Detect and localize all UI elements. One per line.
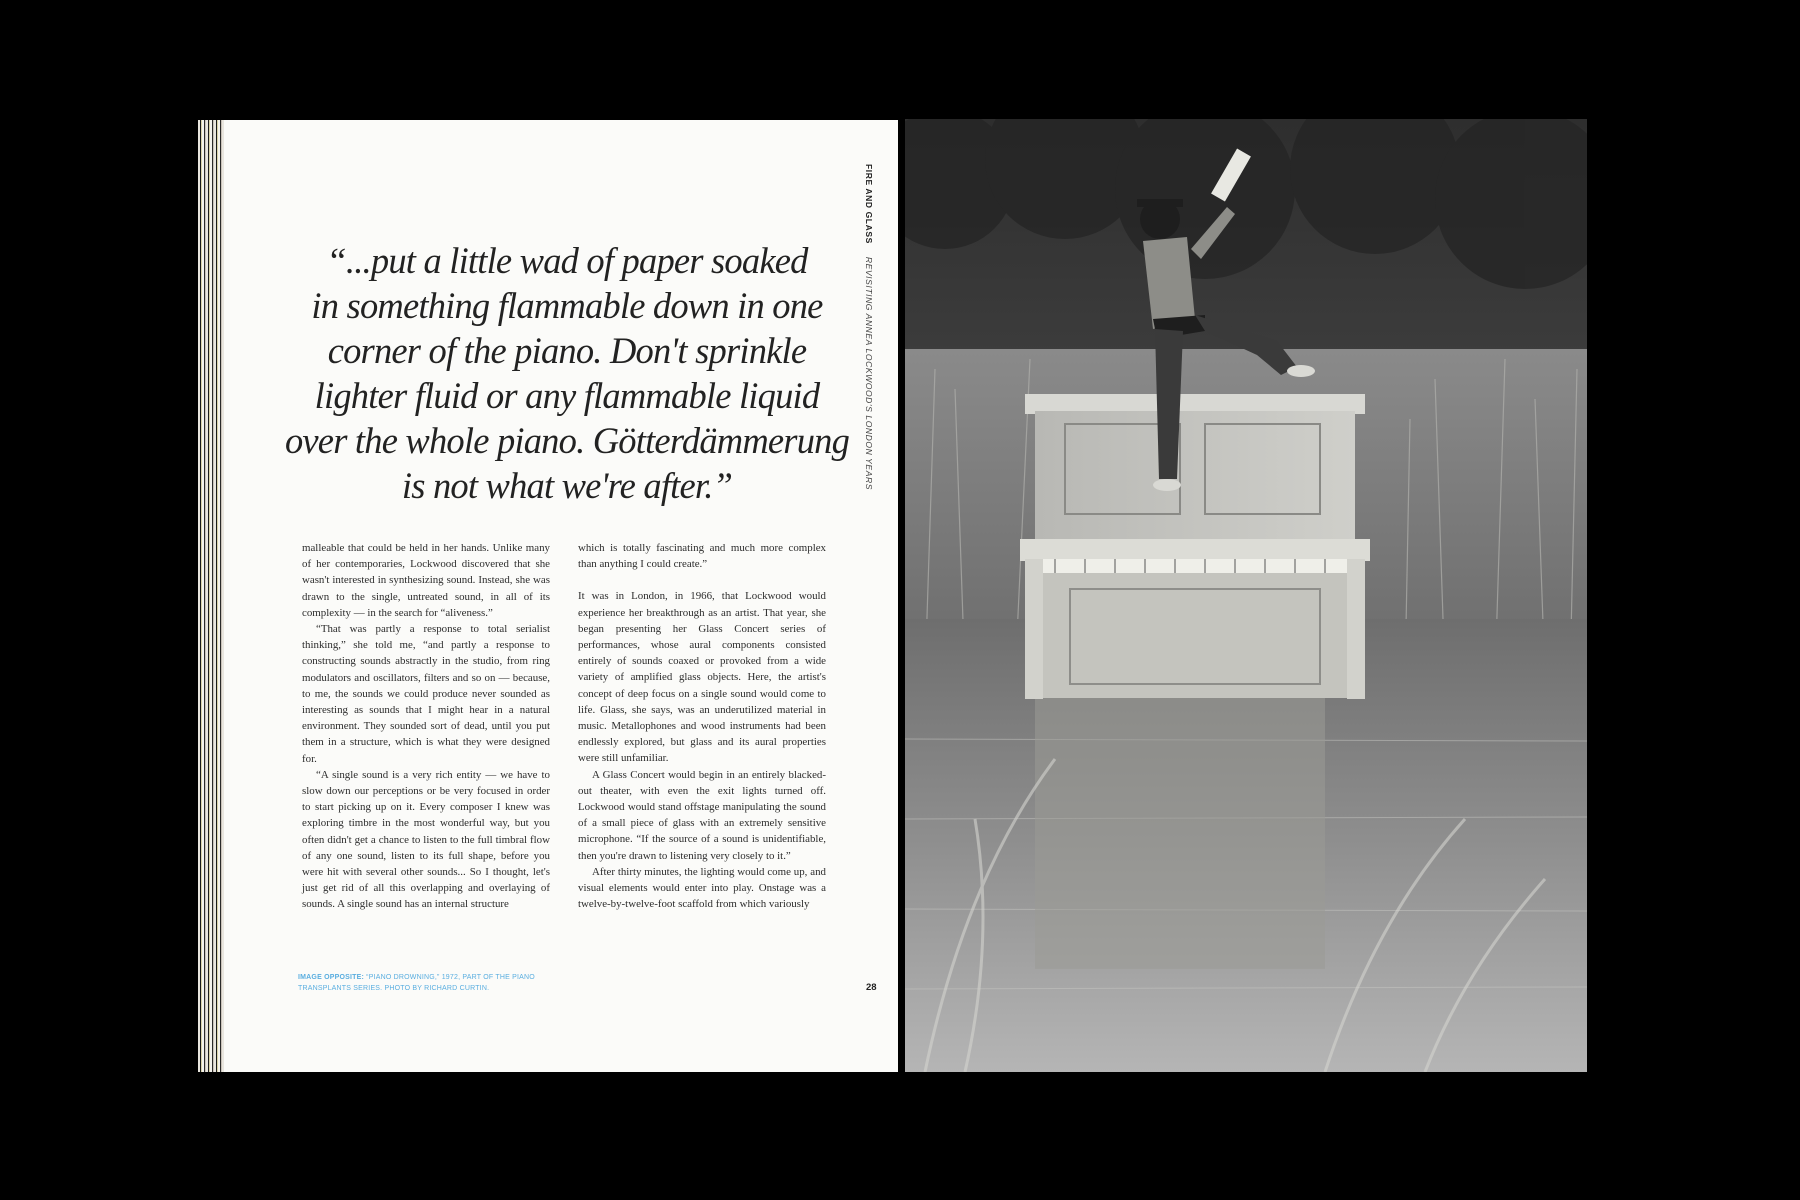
- image-caption: [298, 972, 558, 994]
- pull-quote-line: lighter fluid or any flammable liquid: [314, 375, 820, 416]
- caption-text: “PIANO DROWNING,” 1972, PART OF THE PIANO TRANSPLANTS SERIES. PHOTO BY RICHARD CURTIN.: [298, 974, 535, 992]
- running-head-subtitle: REVISITING ANNEA LOCKWOOD'S LONDON YEARS: [864, 256, 874, 490]
- running-head-title: FIRE AND GLASS: [864, 164, 874, 244]
- body-paragraph: “A single sound is a very rich entity — we have to slow down our perceptions or be very focused in order to start picking up on it. Every composer I knew was exploring timbre in the most wonderful way, but you often didn't get a chance to listen to the full timbral flow of any one sound, listen to its full shape, before you were hit with several other sounds... So I thought, let's just get rid of all this overlapping and overlaying of sounds. A single sound has an internal structure: [302, 768, 550, 911]
- caption-label: IMAGE OPPOSITE:: [298, 974, 365, 981]
- body-column-1: [302, 540, 550, 913]
- body-paragraph: malleable that could be held in her hands. Unlike many of her contemporaries, Lockwood discovered that she wasn't interested in synthesizing sound. Instead, she was drawn to the single, untreated sound, in all of its complexity — in the search for “aliveness.”: [302, 542, 550, 619]
- right-page: [905, 119, 1587, 1072]
- pull-quote-line: over the whole piano. Götterdämmerung: [284, 420, 850, 461]
- left-page: [224, 120, 898, 1072]
- body-paragraph: “That was partly a response to total serialist thinking,” she told me, “and partly a response to constructing sounds abstractly in the studio, from ring modulators and oscillators, filters and so on — because, to me, the sounds we could produce never sounded as interesting as sounds that I might hear in a natural environment. They sounded sort of dead, until you put them in a structure, which is what they were designed for.: [302, 623, 550, 765]
- pull-quote: [284, 238, 850, 508]
- pull-quote-line: “...put a little wad of paper soaked: [326, 240, 808, 281]
- pull-quote-line: is not what we're after.”: [401, 465, 733, 506]
- running-head-text: [864, 164, 874, 490]
- pull-quote-line: in something flammable down in one: [311, 285, 823, 326]
- pull-quote-line: corner of the piano. Don't sprinkle: [327, 330, 807, 371]
- page-number: 28: [866, 982, 877, 993]
- running-head: [860, 164, 878, 490]
- page-edges: [198, 120, 226, 1072]
- body-column-2: [578, 540, 826, 912]
- body-paragraph: After thirty minutes, the lighting would come up, and visual elements would enter into play. Onstage was a twelve-by-twelve-foot scaffold from which variously: [578, 865, 826, 911]
- piano-drowning-photo: [905, 119, 1587, 1072]
- body-paragraph: A Glass Concert would begin in an entirely blacked-out theater, with even the exit lights turned off. Lockwood would stand offstage manipulating the sound of a small piece of glass with an extremely sensitive microphone. “If the source of a sound is unidentifiable, then you're drawn to listening very closely to it.”: [578, 768, 826, 862]
- body-paragraph: which is totally fascinating and much more complex than anything I could create.”: [578, 542, 826, 571]
- body-paragraph: It was in London, in 1966, that Lockwood would experience her breakthrough as an artist. That year, she began presenting her Glass Concert series of performances, whose aural components consisted entirely of sounds coaxed or provoked from a wide variety of amplified glass objects. Here, the artist's concept of deep focus on a single sound would come to life. Glass, she says, was an underutilized material in music. Metallophones and wood instruments had been endlessly explored, but glass and its aural properties were still unfamiliar.: [578, 590, 826, 765]
